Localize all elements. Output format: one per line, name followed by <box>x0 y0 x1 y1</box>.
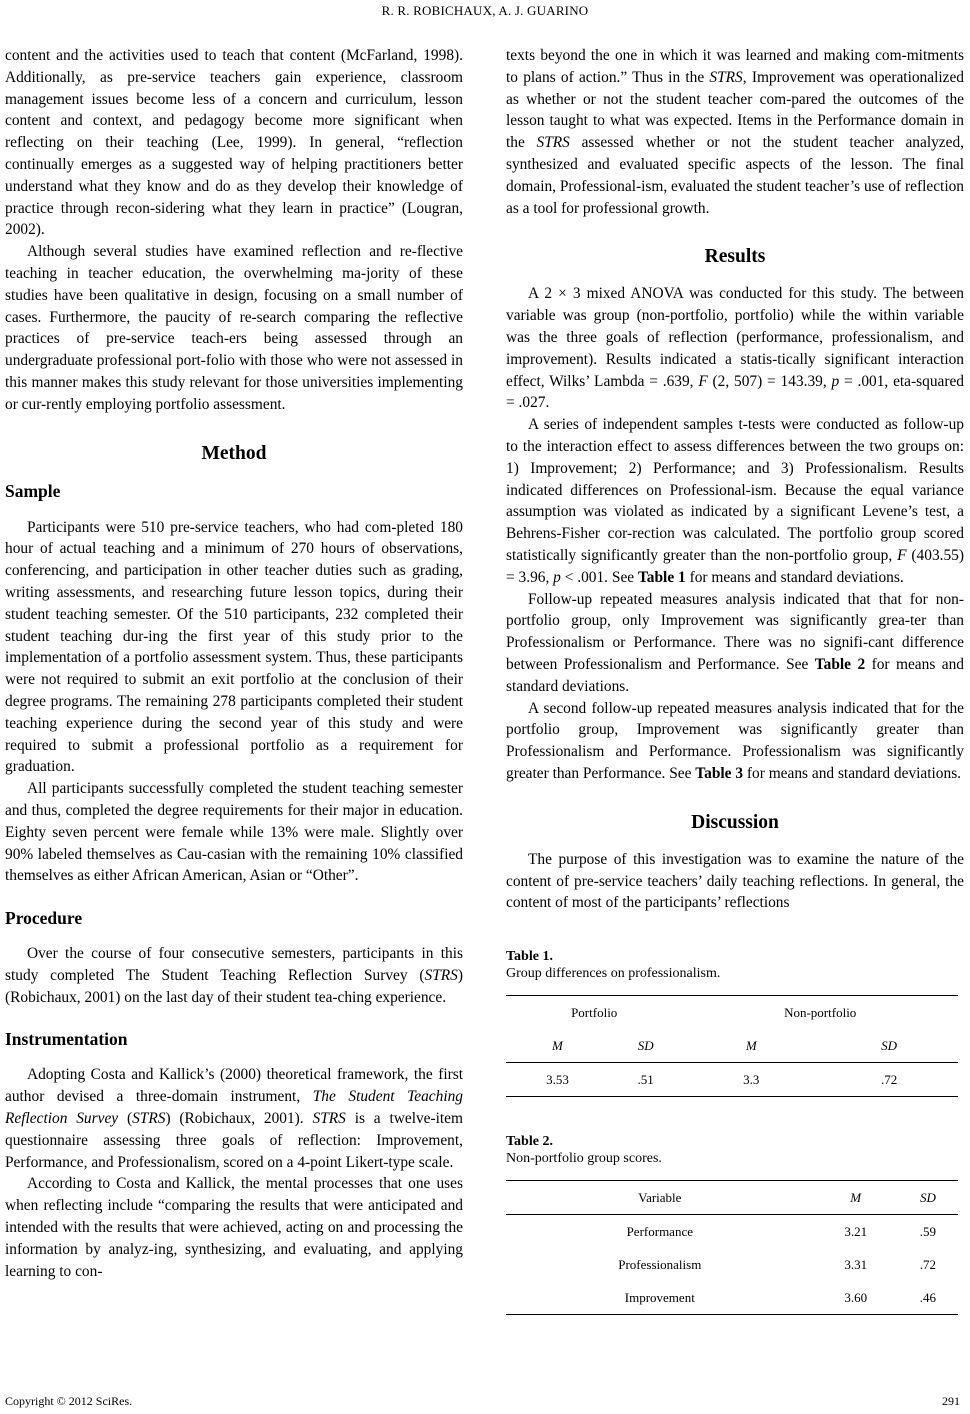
table-1 <box>506 948 964 1097</box>
table-2 <box>506 1133 964 1315</box>
table-row <box>506 1029 958 1063</box>
table-row <box>506 1281 958 1315</box>
table-row <box>506 1215 958 1249</box>
page-number: 291 <box>942 1394 960 1408</box>
table-1-group-portfolio: Portfolio <box>506 996 682 1030</box>
table-2-grid <box>506 1180 958 1315</box>
intro-paragraph-2: Although several studies have examined reflection and re-flective teaching in teacher education, the overwhelming ma-jority of these studies have been qualitative in design, focusing on a small number of cases. Furthermore, the paucity of re-search comparing the reflective practices of pre-service teach-ers being assessed through an undergraduate professional port-folio with those who were not assessed in this manner makes this study relevant for those universities implementing or cur-rently employing portfolio assessment. <box>5 243 463 413</box>
table-1-label: Table 1. <box>506 949 553 965</box>
table-header-cell: M <box>506 1029 609 1063</box>
table-row <box>506 1063 958 1097</box>
method-heading: Method <box>201 442 267 464</box>
instrumentation-paragraph-2: According to Costa and Kallick, the mental processes that one uses when reflecting include “comparing the results that were anticipated and intended with the results that were achieved, acting on and processing the information by analyz-ing, synthesizing, and evaluating, and applying learning to con- <box>5 1175 463 1280</box>
table-header-cell: SD <box>898 1181 958 1215</box>
table-cell: Improvement <box>506 1281 814 1315</box>
discussion-paragraph: The purpose of this investigation was to examine the nature of the content of pre-service teachers’ daily teaching reflections. In general, the content of most of the participants’ reflections <box>506 850 964 912</box>
results-paragraph-1: A 2 × 3 mixed ANOVA was conducted for this study. The between variable was group (non-portfolio, portfolio) while the within variable was the three goals of reflection (performance, professionalism, and improvement). Results indicated a statis-tically significant interaction effect, Wilks’ Lambda = .639, F (2, 507) = 143.39, p = .001, eta-squared = .027. <box>506 285 964 412</box>
table-cell: Performance <box>626 1223 693 1239</box>
table-header-cell: Variable <box>506 1181 814 1215</box>
right-column <box>506 45 964 1315</box>
results-heading: Results <box>704 246 766 268</box>
table-1-group-nonportfolio: Non-portfolio <box>682 996 958 1030</box>
copyright-footer: Copyright © 2012 SciRes. <box>5 1394 133 1408</box>
discussion-heading: Discussion <box>691 811 779 833</box>
table-cell: .59 <box>919 1223 937 1239</box>
table-cell: .72 <box>919 1256 937 1272</box>
table-1-caption: Table 1. Group differences on professionalism. <box>506 948 964 982</box>
table-cell: 3.60 <box>814 1281 898 1315</box>
running-header: R. R. ROBICHAUX, A. J. GUARINO <box>381 3 589 18</box>
table-cell: 3.53 <box>506 1063 609 1097</box>
table-header-cell: M <box>682 1029 820 1063</box>
procedure-heading: Procedure <box>5 908 83 929</box>
table-cell: 3.21 <box>844 1223 868 1239</box>
intro-paragraph-1: content and the activities used to teach that content (McFarland, 1998). Additionally, as pre-service teachers gain experience, classroom management issues become less of a concern and curriculum, lesson content and context, and pedagogy become more significant when reflecting on their teaching (Lee, 1999). In general, “reflection continually emerges as a suggested way of helping practitioners better understand what they know and do as they develop their knowledge of practice through recon-sidering what they learn in practice” (Lougran, 2002). <box>5 47 463 239</box>
procedure-paragraph: Over the course of four consecutive semesters, participants in this study completed The Student Teaching Reflection Survey (STRS) (Robichaux, 2001) on the last day of their student tea-ching experience. <box>5 945 463 1006</box>
results-paragraph-4: A second follow-up repeated measures analysis indicated that for the portfolio group, Improvement was significantly greater than Professionalism and Performance. Professionalism was significantly greater than Performance. See Table 3 for means and standard deviations. <box>506 699 964 782</box>
results-paragraph-3: Follow-up repeated measures analysis indicated that that for non-portfolio group, only Improvement was significantly grea-ter than Professionalism or Performance. There was no signifi-cant difference between Professionalism and Performance. See Table 2 for means and standard deviations. <box>506 590 964 695</box>
table-header-cell: M <box>814 1181 898 1215</box>
table-cell: 3.3 <box>682 1063 820 1097</box>
instrumentation-heading: Instrumentation <box>5 1029 128 1050</box>
table-cell: 3.31 <box>844 1256 868 1272</box>
table-cell: .72 <box>820 1063 958 1097</box>
continued-paragraph: texts beyond the one in which it was learned and making com-mitments to plans of action.” Thus in the STRS, Improvement was operationalized as whether or not the student teacher com-pared the outcomes of the lesson taught to what was expected. Items in the Performance domain in the STRS assessed whether or not the student teacher analyzed, synthesized and evaluated specific aspects of the lesson. The final domain, Professional-ism, evaluated the student teacher’s use of reflection as a tool for professional growth. <box>506 47 964 217</box>
table-row <box>506 1248 958 1281</box>
table-header-cell: SD <box>609 1029 683 1063</box>
table-1-grid <box>506 995 958 1097</box>
table-cell: Professionalism <box>618 1256 702 1272</box>
instrumentation-paragraph-1: Adopting Costa and Kallick’s (2000) theoretical framework, the first author devised a three-domain instrument, The Student Teaching Reflection Survey (STRS) (Robichaux, 2001). STRS is a twelve-item questionnaire assessing three goals of reflection: Improvement, Performance, and Professionalism, scored on a 4-point Likert-type scale. <box>5 1066 463 1171</box>
table-header-cell: SD <box>820 1029 958 1063</box>
results-paragraph-2: A series of independent samples t-tests were conducted as follow-up to the interaction effect to assess differences between the two groups on: 1) Improvement; 2) Performance; and 3) Professionalism. Results indicated differences on Professional-ism. Because the equal variance assumption was violated as indicated by a significant Levene’s test, a Behrens-Fisher cor-rection was calculated. The portfolio group scored statistically significantly greater than the non-portfolio group, F (403.55) = 3.96, p < .001. See Table 1 for means and standard deviations. <box>506 416 964 586</box>
sample-paragraph-1: Participants were 510 pre-service teachers, who had com-pleted 180 hour of actual teaching and a minimum of 270 hours of observations, conferencing, and participation in other teacher duties such as grading, writing assessments, and researching future lesson topics, during their student teaching semester. Of the 510 participants, 232 completed their student teaching dur-ing the first year of this study prior to the implementation of a portfolio assessment system. Thus, these participants were not required to submit an exit portfolio at the conclusion of their degree programs. The remaining 278 participants completed their student teaching experience during the second year of this study and were required to submit a professional portfolio as a requirement for graduation. <box>5 518 463 776</box>
table-cell: .46 <box>898 1281 958 1315</box>
table-2-label: Table 2. <box>506 1134 553 1150</box>
sample-heading: Sample <box>5 480 61 501</box>
table-2-caption: Table 2. Non-portfolio group scores. <box>506 1133 964 1167</box>
sample-paragraph-2: All participants successfully completed the student teaching semester and thus, completed the degree requirements for their major in education. Eighty seven percent were female while 13% were male. Slightly over 90% labeled themselves as Cau-casian with the remaining 10% classified themselves as either African American, Asian or “Other”. <box>5 780 463 885</box>
table-row <box>506 1181 958 1215</box>
table-row <box>506 996 958 1030</box>
left-column <box>5 45 463 1282</box>
table-cell: .51 <box>609 1063 683 1097</box>
